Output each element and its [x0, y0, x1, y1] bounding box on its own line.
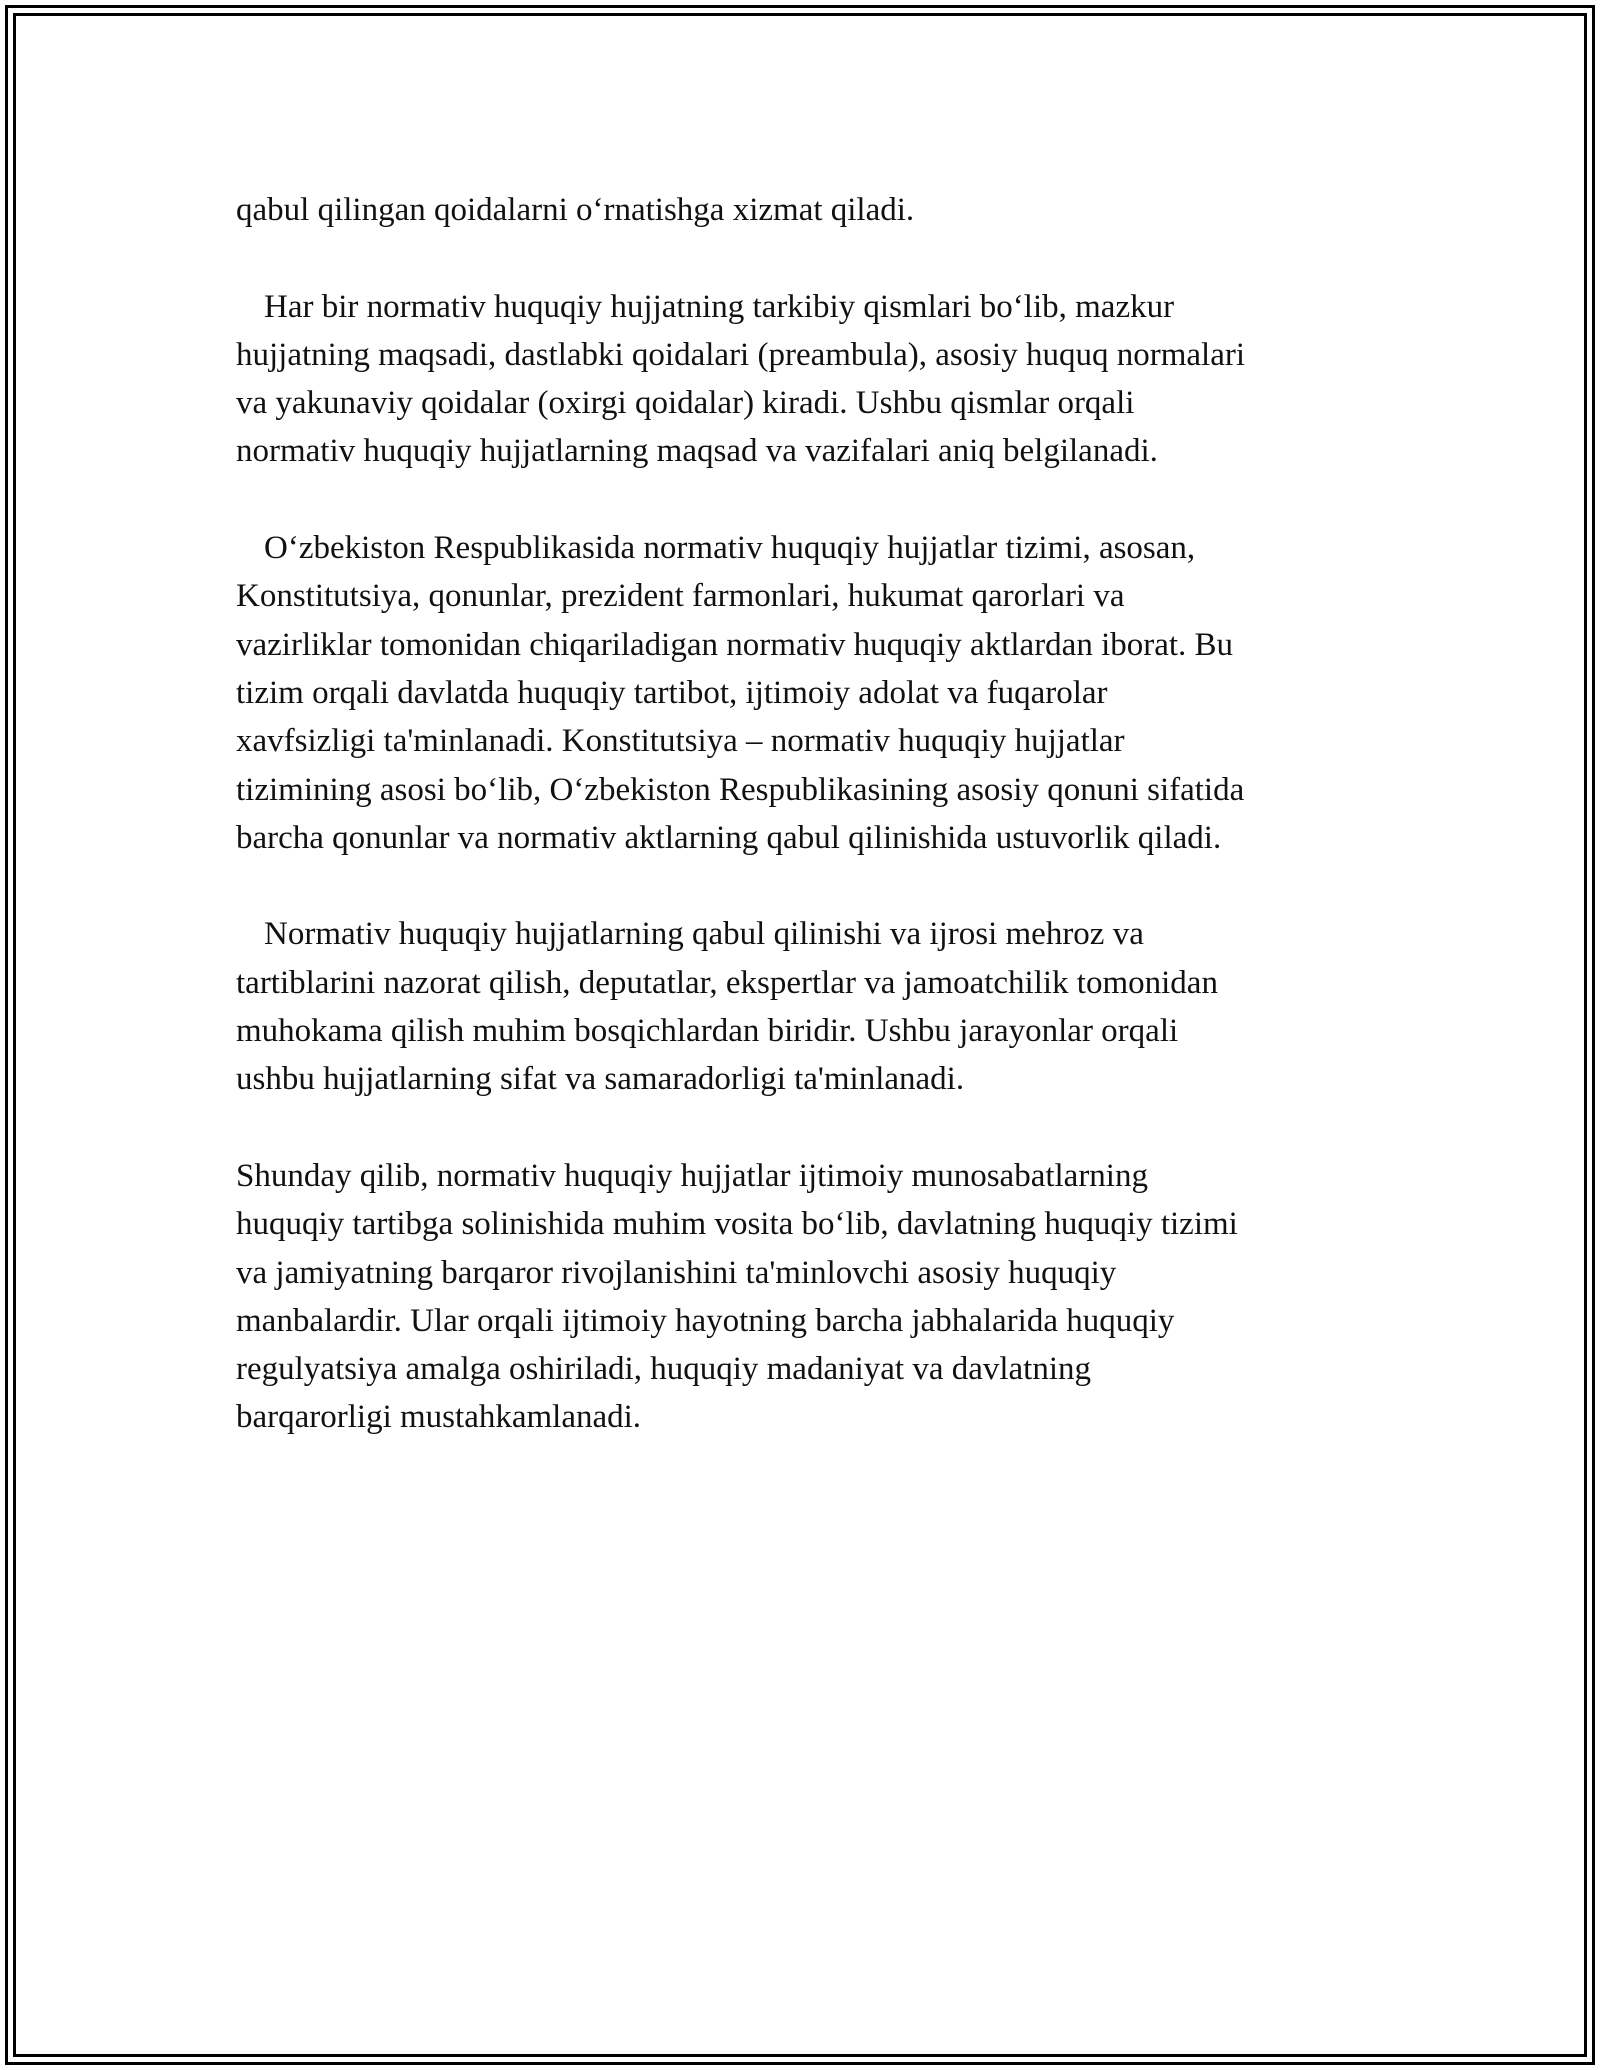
paragraph-4: Normativ huquqiy hujjatlarning qabul qilinishi va ijrosi mehroz va tartiblarini nazorat qilish, deputatlar, ekspertlar va jamoatchilik tomonidan muhokama qilish muhim bosqichlardan biridir. Ushbu jarayonlar orqali ushbu hujjatlarning sifat va samaradorligi ta'minlanadi.: [236, 916, 1218, 1098]
paragraph-2: Har bir normativ huquqiy hujjatning tarkibiy qismlari bo‘lib, mazkur hujjatning maqsadi, dastlabki qoidalari (preambula), asosiy huquq normalari va yakunaviy qoidalar (oxirgi qoidalar) kiradi. Ushbu qismlar orqali normativ huquqiy hujjatlarning maqsad va vazifalari aniq belgilanadi.: [236, 288, 1245, 470]
document-body: [236, 186, 1366, 1490]
paragraph-5: Shunday qilib, normativ huquqiy hujjatlar ijtimoiy munosabatlarning huquqiy tartibga solinishida muhim vosita bo‘lib, davlatning huquqiy tizimi va jamiyatning barqaror rivojlanishini ta'minlovchi asosiy huquqiy manbalardir. Ular orqali ijtimoiy hayotning barcha jabhalarida huquqiy regulyatsiya amalga oshiriladi, huquqiy madaniyat va davlatning barqarorligi mustahkamlanadi.: [236, 1157, 1238, 1436]
paragraph-3: O‘zbekiston Respublikasida normativ huquqiy hujjatlar tizimi, asosan, Konstitutsiya, qonunlar, prezident farmonlari, hukumat qarorlari va vazirliklar tomonidan chiqariladigan normativ huquqiy aktlardan iborat. Bu tizim orqali davlatda huquqiy tartibot, ijtimoiy adolat va fuqarolar xavfsizligi ta'minlanadi. Konstitutsiya – normativ huquqiy hujjatlar tizimining asosi bo‘lib, O‘zbekiston Respublikasining asosiy qonuni sifatida barcha qonunlar va normativ aktlarning qabul qilinishida ustuvorlik qiladi.: [236, 530, 1245, 856]
paragraph-1: qabul qilingan qoidalarni o‘rnatishga xizmat qiladi.: [236, 192, 915, 228]
